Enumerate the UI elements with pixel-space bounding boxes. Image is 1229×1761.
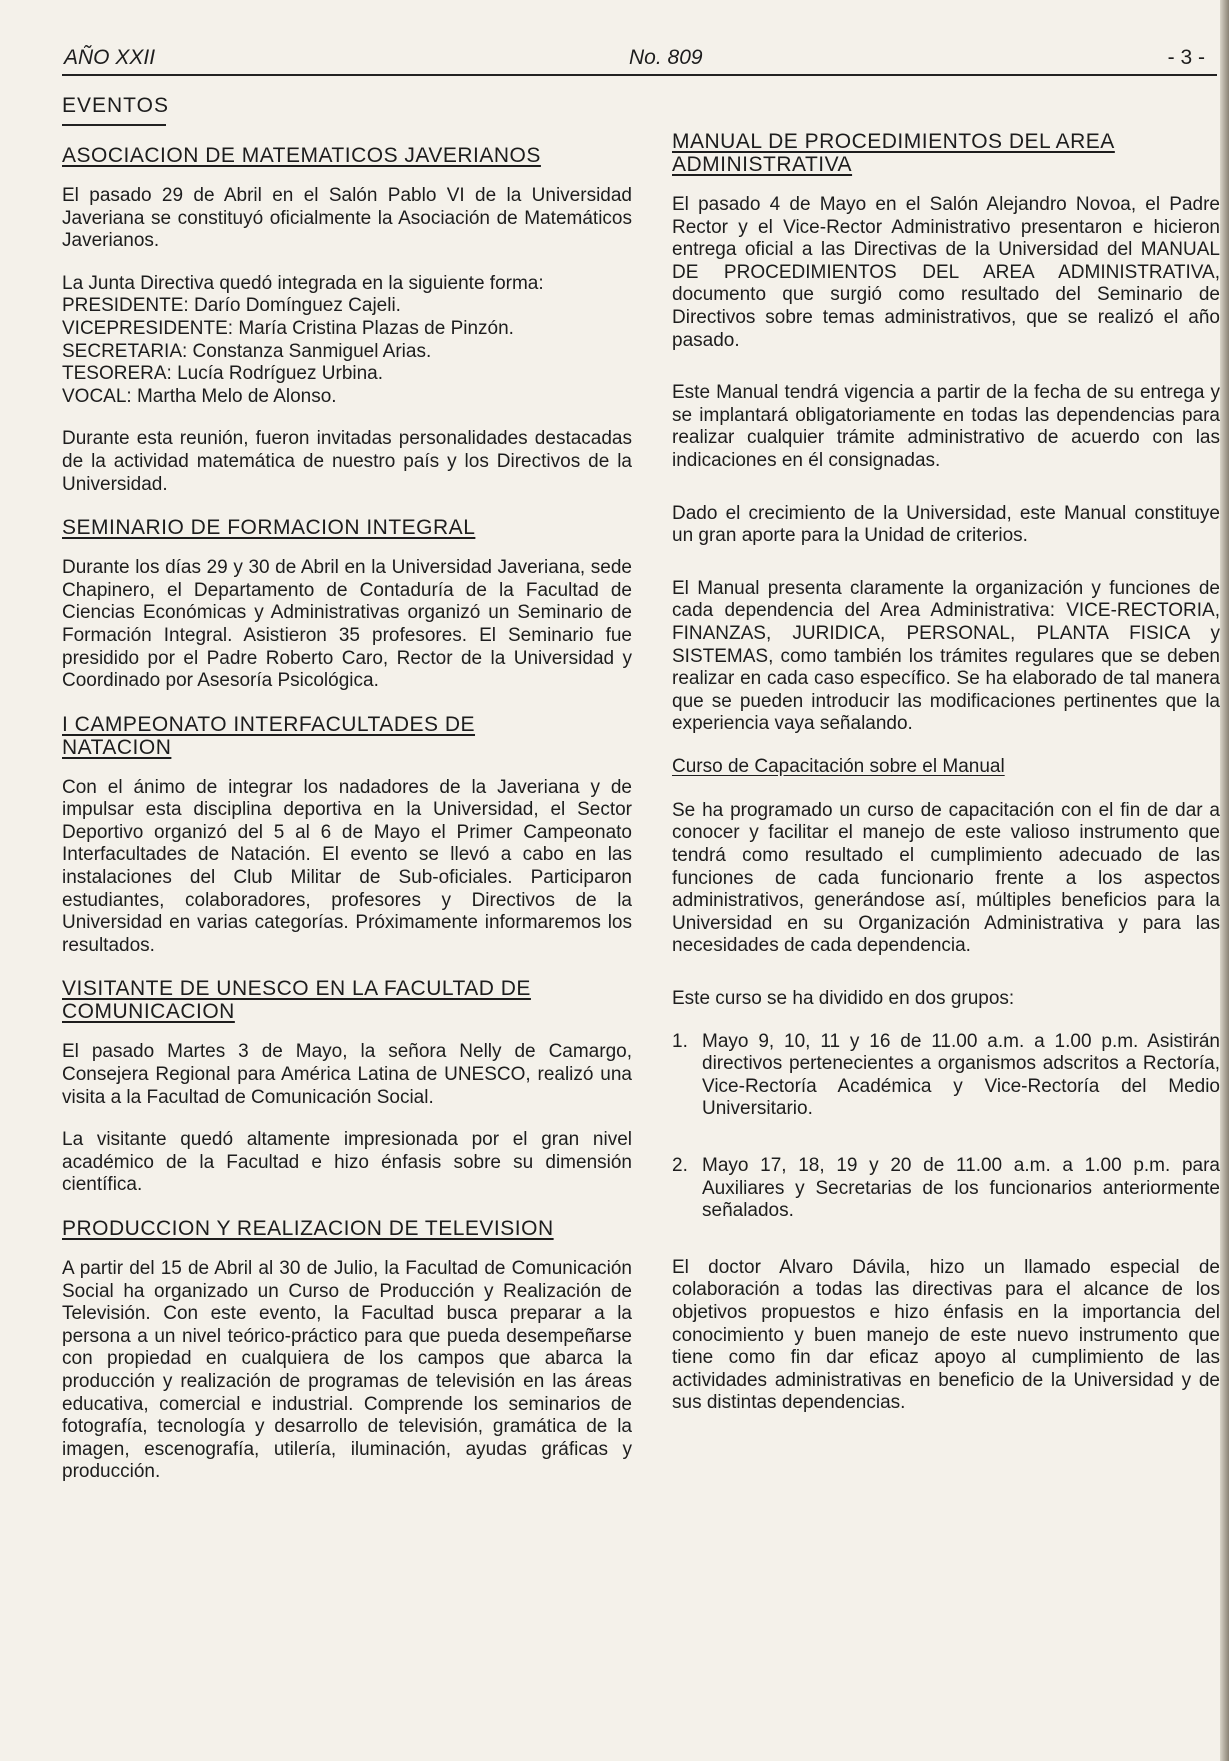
page-number: - 3 - bbox=[1167, 46, 1205, 69]
article-title: ASOCIACION DE MATEMATICOS JAVERIANOS bbox=[62, 144, 541, 167]
article-paragraph: Este curso se ha dividido en dos grupos: bbox=[672, 988, 1015, 1010]
article-paragraph: Dado el crecimiento de la Universidad, este Manual constituye un gran aporte para la Unidad de criterios. bbox=[672, 502, 1220, 547]
subsection-title: Curso de Capacitación sobre el Manual bbox=[672, 755, 1005, 777]
article-paragraph: La visitante quedó altamente impresionada por el gran nivel académico de la Facultad e hizo énfasis sobre su dimensión científica. bbox=[62, 1129, 632, 1196]
officer-line: TESORERA: Lucía Rodríguez Urbina. bbox=[62, 363, 384, 385]
article-paragraph: El pasado Martes 3 de Mayo, la señora Nelly de Camargo, Consejera Regional para América Latina de UNESCO, realizó una visita a la Facultad de Comunicación Social. bbox=[62, 1041, 632, 1108]
left-column bbox=[62, 90, 632, 1504]
officers-list bbox=[62, 273, 632, 409]
issue-number: No. 809 bbox=[629, 46, 703, 69]
officers-intro: La Junta Directiva quedó integrada en la siguiente forma: bbox=[62, 272, 544, 294]
list-item-text: Mayo 9, 10, 11 y 16 de 11.00 a.m. a 1.00 p.m. Asistirán directivos pertenecientes a organismos adscritos a Rectoría, Vice-Rectoría Académica y Vice-Rectoría del Medio Universitario. bbox=[702, 1030, 1220, 1120]
article-paragraph: El pasado 4 de Mayo en el Salón Alejandro Novoa, el Padre Rector y el Vice-Rector Administrativo presentaron e hicieron entrega oficial a las Directivas de la Universidad del MANUAL DE PROCEDIMIENTOS DEL AREA ADMINISTRATIVA, documento que surgió como resultado del Seminario de Directivos sobre temas administrativos, que se realizó el año pasado. bbox=[672, 194, 1220, 351]
list-item-number: 2. bbox=[672, 1155, 688, 1176]
article-title: VISITANTE DE UNESCO EN LA FACULTAD DE COMUNICACION bbox=[62, 977, 531, 1024]
article-paragraph: A partir del 15 de Abril al 30 de Julio, la Facultad de Comunicación Social ha organizado un Curso de Producción y Realización de Televisión. Con este evento, la Facultad busca preparar a la persona a un nivel teórico-práctico para que pueda desempeñarse con propiedad en cualquiera de los campos que abarca la producción y realización de programas de televisión en las áreas educativa, comercial e industrial. Comprende los seminarios de fotografía, tecnología y desarrollo de televisión, gramática de la imagen, escenografía, utilería, iluminación, ayudas gráficas y producción. bbox=[62, 1258, 632, 1483]
article-title: MANUAL DE PROCEDIMIENTOS DEL AREA ADMINISTRATIVA bbox=[672, 130, 1115, 176]
article-paragraph: Con el ánimo de integrar los nadadores de la Javeriana y de impulsar esta disciplina deportiva en la Universidad, el Sector Deportivo organizó del 5 al 6 de Mayo el Primer Campeonato Interfacultades de Natación. El evento se llevó a cabo en las instalaciones del Club Militar de Sub-oficiales. Participaron estudiantes, colaboradores, profesores y Directivos de la Universidad en varias categorías. Próximamente informaremos los resultados. bbox=[62, 776, 632, 956]
article-title: I CAMPEONATO INTERFACULTADES DE NATACION bbox=[62, 712, 476, 759]
article-television bbox=[62, 1217, 632, 1484]
page-edge bbox=[1220, 0, 1229, 1761]
officer-line: SECRETARIA: Constanza Sanmiguel Arias. bbox=[62, 340, 432, 362]
article-title: PRODUCCION Y REALIZACION DE TELEVISION bbox=[62, 1217, 554, 1240]
article-paragraph: El pasado 29 de Abril en el Salón Pablo VI de la Universidad Javeriana se constituyó oficialmente la Asociación de Matemáticos Javerianos. bbox=[62, 185, 632, 252]
article-natacion bbox=[62, 713, 632, 958]
article-seminario bbox=[62, 516, 632, 693]
officer-line: VICEPRESIDENTE: María Cristina Plazas de Pinzón. bbox=[62, 317, 514, 339]
section-label: EVENTOS bbox=[62, 94, 169, 117]
issue-year: AÑO XXII bbox=[64, 46, 156, 69]
right-spacer bbox=[672, 90, 1220, 130]
section-rule bbox=[62, 124, 166, 126]
article-paragraph: El Manual presenta claramente la organización y funciones de cada dependencia del Area Administrativa: VICE-RECTORIA, FINANZAS, JURIDICA, PERSONAL, PLANTA FISICA y SISTEMAS, como también los trámites regulares que se deben realizar en cada caso específico. Se ha elaborado de tal manera que se pueden introducir las modificaciones pertinentes que la experiencia vaya señalando. bbox=[672, 577, 1220, 735]
officer-line: PRESIDENTE: Darío Domínguez Cajeli. bbox=[62, 295, 401, 317]
article-title: SEMINARIO DE FORMACION INTEGRAL bbox=[62, 516, 476, 540]
right-column bbox=[672, 90, 1220, 1435]
officer-line: VOCAL: Martha Melo de Alonso. bbox=[62, 385, 337, 407]
course-groups-list bbox=[672, 1031, 1220, 1223]
article-unesco bbox=[62, 977, 632, 1197]
article-paragraph: Durante esta reunión, fueron invitadas personalidades destacadas de la actividad matemática de nuestro país y los Directivos de la Universidad. bbox=[62, 428, 632, 495]
list-item bbox=[672, 1031, 1220, 1121]
list-item-text: Mayo 17, 18, 19 y 20 de 11.00 a.m. a 1.00 p.m. para Auxiliares y Secretarias de los funcionarios anteriormente señalados. bbox=[702, 1155, 1220, 1222]
article-paragraph: Este Manual tendrá vigencia a partir de la fecha de su entrega y se implantará obligatoriamente en todas las dependencias para realizar cualquier trámite administrativo de acuerdo con las indicaciones en él consignadas. bbox=[672, 382, 1220, 471]
article-asociacion bbox=[62, 144, 632, 496]
page-header bbox=[62, 44, 1217, 76]
list-item-number: 1. bbox=[672, 1030, 688, 1052]
article-paragraph: Se ha programado un curso de capacitación con el fin de dar a conocer y facilitar el manejo de este valioso instrumento que tendrá como resultado el cumplimiento adecuado de las funciones de cada funcionario frente a los aspectos administrativos, generándose así, múltiples beneficios para la Universidad en su Organización Administrativa y para las necesidades de cada dependencia. bbox=[672, 799, 1220, 957]
list-item bbox=[672, 1155, 1220, 1223]
article-paragraph: Durante los días 29 y 30 de Abril en la Universidad Javeriana, sede Chapinero, el Departamento de Contaduría de la Facultad de Ciencias Económicas y Administrativas organizó un Seminario de Formación Integral. Asistieron 35 profesores. El Seminario fue presidido por el Padre Roberto Caro, Rector de la Universidad y Coordinado por Asesoría Psicológica. bbox=[62, 557, 632, 692]
article-paragraph: El doctor Alvaro Dávila, hizo un llamado especial de colaboración a todas las directivas para el alcance de los objetivos propuestos e hizo énfasis en la importancia del conocimiento y buen manejo de este nuevo instrumento que tiene como fin dar eficaz apoyo al cumplimiento de las actividades administrativas en beneficio de la Universidad y de sus distintas dependencias. bbox=[672, 1256, 1220, 1414]
